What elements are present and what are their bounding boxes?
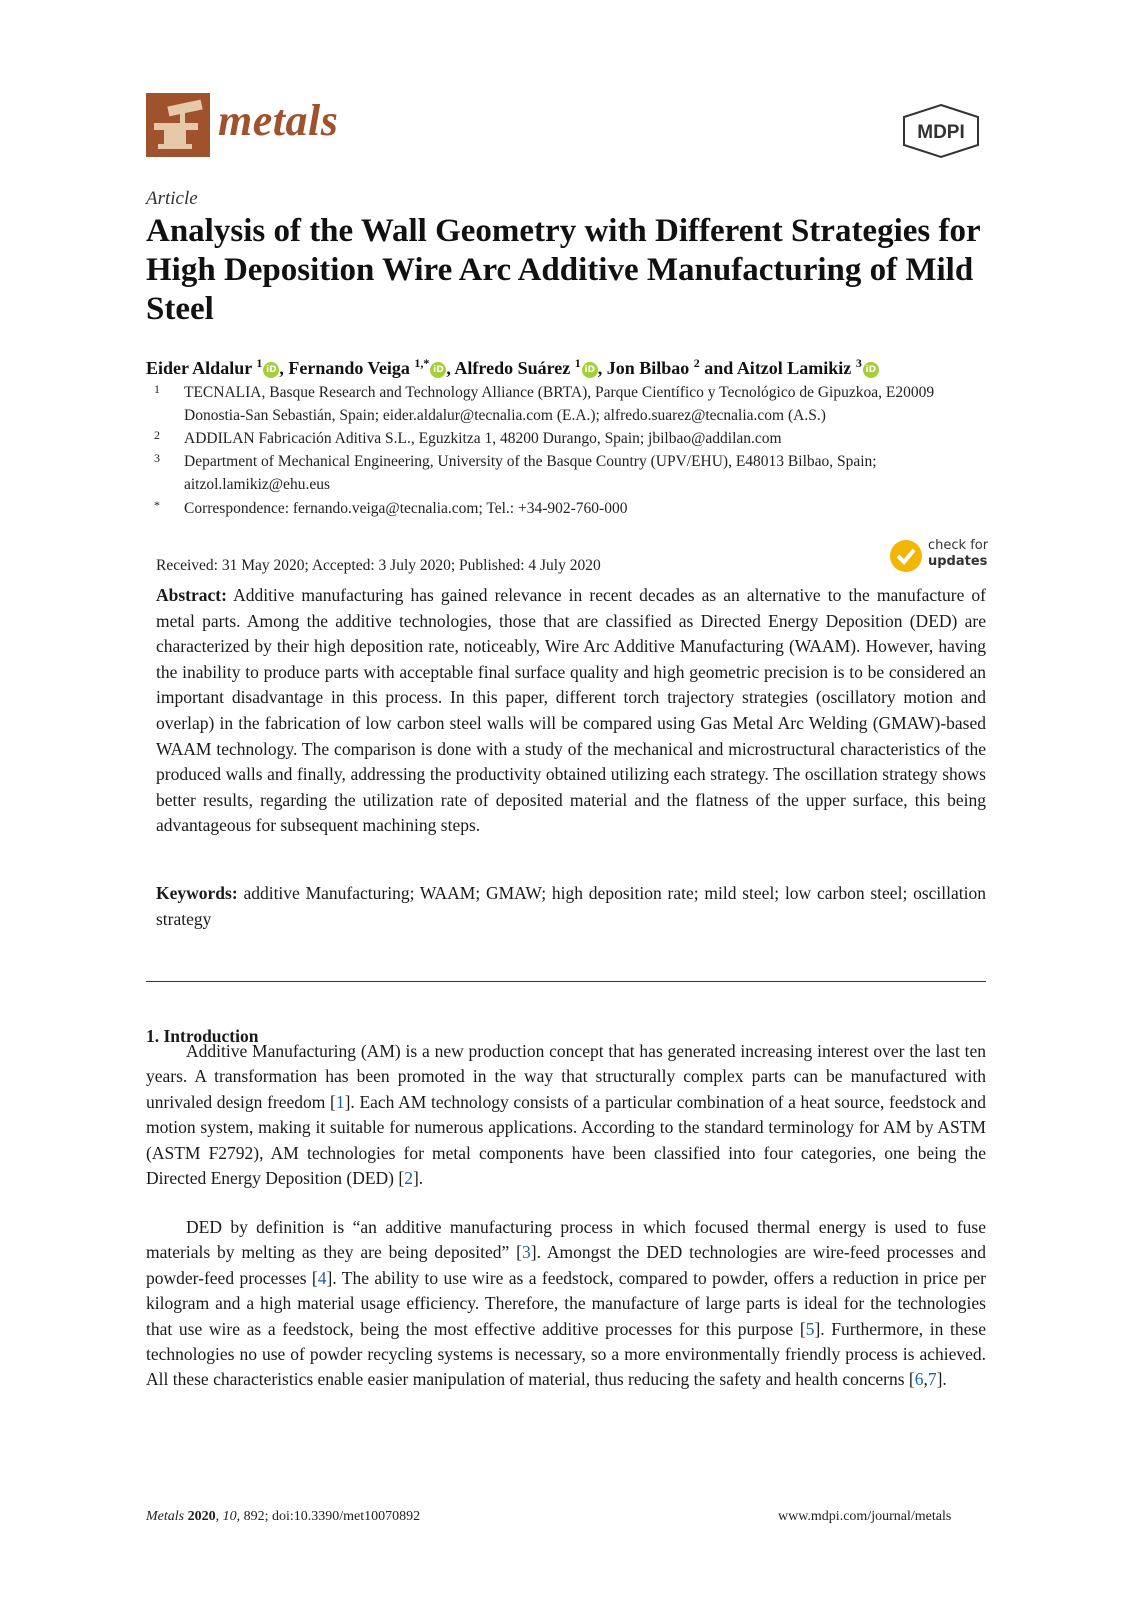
abstract: [156, 583, 986, 839]
checkmark-icon: [890, 540, 922, 572]
section-heading: 1. Introduction: [146, 1026, 259, 1046]
author-name[interactable]: Eider Aldalur: [146, 358, 257, 378]
author-affiliation-mark: 3: [855, 356, 862, 370]
orcid-icon[interactable]: iD: [430, 362, 446, 378]
check-for-updates-badge[interactable]: check for updates: [890, 538, 1000, 578]
abstract-label: Abstract:: [156, 585, 227, 605]
journal-logo: [146, 93, 210, 157]
orcid-icon[interactable]: iD: [863, 362, 879, 378]
keywords-label: Keywords:: [156, 883, 238, 903]
correspondence-text: Correspondence: fernando.veiga@tecnalia.com; Tel.: +34-902-760-000: [184, 500, 628, 517]
citation-link[interactable]: 7: [927, 1369, 937, 1390]
correspondence: * Correspondence: fernando.veiga@tecnalia.com; Tel.: +34-902-760-000: [154, 498, 628, 517]
keywords: [156, 881, 986, 932]
affiliation-text: ADDILAN Fabricación Aditiva S.L., Eguzkitza 1, 48200 Durango, Spain; jbilbao@addilan.com: [184, 430, 782, 447]
orcid-icon[interactable]: iD: [582, 362, 598, 378]
author-separator: and: [699, 358, 737, 378]
citation-footer: Metals 2020, 10, 892; doi:10.3390/met10070892: [146, 1509, 421, 1524]
publication-dates: Received: 31 May 2020; Accepted: 3 July 2020; Published: 4 July 2020: [156, 557, 601, 574]
citation-link[interactable]: 1: [335, 1091, 345, 1112]
citation-link[interactable]: 2: [404, 1168, 413, 1189]
publisher-logo: [900, 103, 982, 159]
citation-link[interactable]: 6: [914, 1369, 924, 1390]
author-name[interactable]: Aitzol Lamikiz: [736, 358, 856, 378]
citation-link[interactable]: 5: [805, 1318, 815, 1339]
author-name[interactable]: Jon Bilbao: [606, 358, 694, 378]
author-name[interactable]: Fernando Veiga: [288, 358, 415, 378]
author-affiliation-mark: 1: [256, 356, 263, 370]
affiliation-2: 2 ADDILAN Fabricación Aditiva S.L., Eguzkitza 1, 48200 Durango, Spain; jbilbao@addilan.com: [154, 428, 782, 447]
keywords-text: additive Manufacturing; WAAM; GMAW; high deposition rate; mild steel; low carbon steel; oscillation strategy: [156, 883, 986, 929]
affiliation-1: 1 TECNALIA, Basque Research and Technology Alliance (BRTA), Parque Científico y Tecnológico de Gipuzkoa, E20009 Donostia-San Sebastián, Spain; eider.aldalur@tecnalia.com (E.A.); alfredo.suarez@tecnalia.com (A.S.): [154, 382, 935, 424]
author-affiliation-mark: 1: [574, 356, 581, 370]
affiliation-text: TECNALIA, Basque Research and Technology Alliance (BRTA), Parque Científico y Tecnológico de Gipuzkoa, E20009 Donostia-San Sebastián, Spain; eider.aldalur@tecnalia.com (E.A.); alfredo.suarez@tecnalia.com (A.S.): [184, 384, 935, 424]
intro-paragraph-1: Additive Manufacturing (AM) is a new production concept that has generated increasing interest over the last ten years. A transformation has been promoted in the way that structurally complex parts can be manufactured with unrivaled design freedom [1]. Each AM technology consists of a particular combination of a heat source, feedstock and motion system, making it suitable for numerous applications. According to the standard terminology for AM by ASTM (ASTM F2792), AM technologies for metal components have been classified into four categories, one being the Directed Energy Deposition (DED) [2].: [146, 1041, 987, 1189]
affiliation-3: 3 Department of Mechanical Engineering, University of the Basque Country (UPV/EHU), E48013 Bilbao, Spain; aitzol.lamikiz@ehu.eus: [154, 451, 877, 493]
article-type: Article: [146, 188, 198, 209]
author-separator: ,: [597, 358, 607, 378]
section-divider: [146, 981, 986, 982]
author-list: [146, 356, 986, 379]
intro-paragraph-2: DED by definition is “an additive manufacturing process in which focused thermal energy is used to fuse materials by melting as they are being deposited” [3]. Amongst the DED technologies are wire-feed processes and powder-feed processes [4]. The ability to use wire as a feedstock, compared to powder, offers a reduction in price per kilogram and a high material usage efficiency. Therefore, the manufacture of large parts is ideal for the technologies that use wire as a feedstock, being the most effective additive processes for this purpose [5]. Furthermore, in these technologies no use of powder recycling systems is necessary, so a more environmentally friendly process is achieved. All these characteristics enable easier manipulation of material, thus reducing the safety and health concerns [6,7].: [146, 1217, 987, 1390]
author-separator: ,: [279, 358, 289, 378]
citation-link[interactable]: 3: [522, 1242, 531, 1263]
orcid-icon[interactable]: iD: [263, 362, 279, 378]
author-affiliation-mark: 1,*: [414, 356, 430, 370]
paper-title: Analysis of the Wall Geometry with Different Strategies for High Deposition Wire Arc Additive Manufacturing of Mild Steel: [146, 213, 981, 327]
author-affiliation-mark: 2: [693, 356, 700, 370]
author-name[interactable]: Alfredo Suárez: [454, 358, 575, 378]
abstract-text: Additive manufacturing has gained relevance in recent decades as an alternative to the manufacture of metal parts. Among the additive technologies, those that are classified as Directed Energy Deposition (DED) are characterized by their high deposition rate, noticeably, Wire Arc Additive Manufacturing (WAAM). However, having the inability to produce parts with acceptable final surface quality and high geometric precision is to be considered an important disadvantage in this process. In this paper, different torch trajectory strategies (oscillatory motion and overlap) in the fabrication of low carbon steel walls will be compared using Gas Metal Arc Welding (GMAW)-based WAAM technology. The comparison is done with a study of the mechanical and microstructural characteristics of the produced walls and finally, addressing the productivity obtained utilizing each strategy. The oscillation strategy shows better results, regarding the utilization rate of deposited material and the flatness of the upper surface, this being advantageous for subsequent machining steps.: [156, 585, 986, 836]
journal-url[interactable]: www.mdpi.com/journal/metals: [778, 1509, 952, 1524]
affiliation-text: Department of Mechanical Engineering, University of the Basque Country (UPV/EHU), E48013 Bilbao, Spain; aitzol.lamikiz@ehu.eus: [184, 453, 877, 493]
anvil-hammer-logo-icon: [146, 93, 210, 157]
journal-name: metals: [218, 96, 339, 145]
author-separator: ,: [446, 358, 455, 378]
citation-link[interactable]: 4: [317, 1267, 327, 1288]
publisher-name: MDPI: [917, 122, 965, 143]
